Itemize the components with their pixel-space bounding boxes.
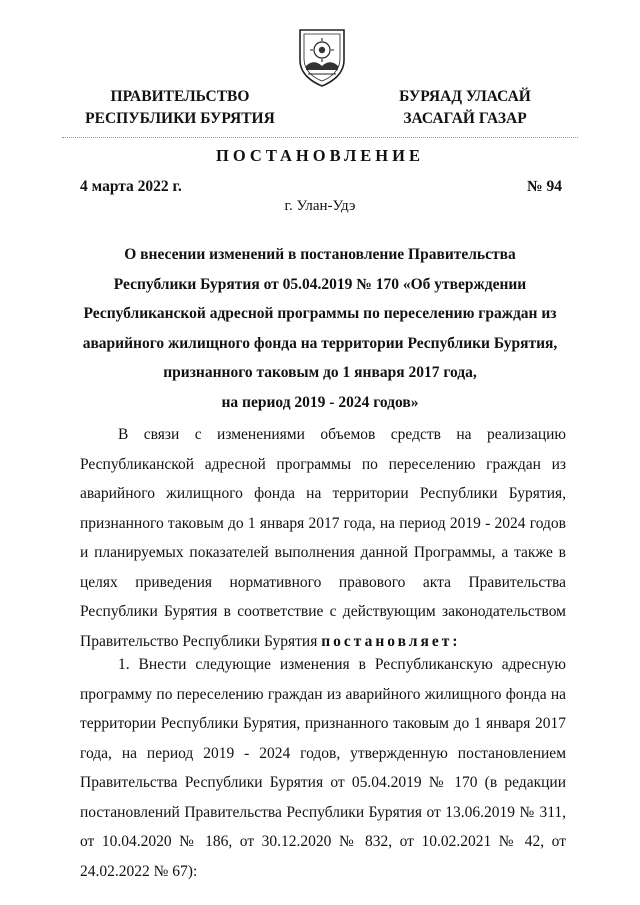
coat-of-arms-emblem	[296, 26, 348, 88]
resolves-word: постановляет:	[321, 632, 461, 650]
document-number: № 94	[527, 178, 562, 195]
document-title: О внесении изменений в постановление Правительства Республики Бурятия от 05.04.2019 № 170 «Об утверждении Республиканской адресной программы по переселению граждан из аварийного жилищного фонда на территории Республики Бурятия, признанного таковым до 1 января 2017 года, на период 2019 - 2024 годов»	[82, 246, 558, 411]
preamble-paragraph	[80, 420, 566, 656]
header-divider	[62, 137, 578, 138]
clause-1-paragraph: 1. Внести следующие изменения в Республиканскую адресную программу по переселению граждан из аварийного жилищного фонда на территории Республики Бурятия, признанного таковым до 1 января 2017 года, на период 2019 - 2024 годов, утвержденную постановлением Правительства Республики Бурятия от 05.04.2019 № 170 (в редакции постановлений Правительства Республики Бурятия от 13.06.2019 № 311, от 10.04.2020 № 186, от 30.12.2020 № 832, от 10.02.2021 № 42, от 24.02.2022 № 67):	[80, 656, 566, 880]
preamble-text: В связи с изменениями объемов средств на реализацию Республиканской адресной программы по переселению граждан из аварийного жилищного фонда на территории Республики Бурятия, признанного таковым до 1 января 2017 года, на период 2019 - 2024 годов и планируемых показателей выполнения данной Программы, а также в целях приведения нормативного правового акта Правительства Республики Бурятия в соответствие с действующим законодательством Правительство Республики Бурятия	[80, 426, 566, 650]
document-place: г. Улан-Удэ	[284, 198, 356, 214]
document-date: 4 марта 2022 г.	[80, 178, 182, 195]
document-type: ПОСТАНОВЛЕНИЕ	[216, 146, 424, 165]
organization-name-bua: БУРЯАД УЛАСАЙ ЗАСАГАЙ ГАЗАР	[399, 88, 531, 127]
organization-name-ru: ПРАВИТЕЛЬСТВО РЕСПУБЛИКИ БУРЯТИЯ	[85, 88, 275, 127]
